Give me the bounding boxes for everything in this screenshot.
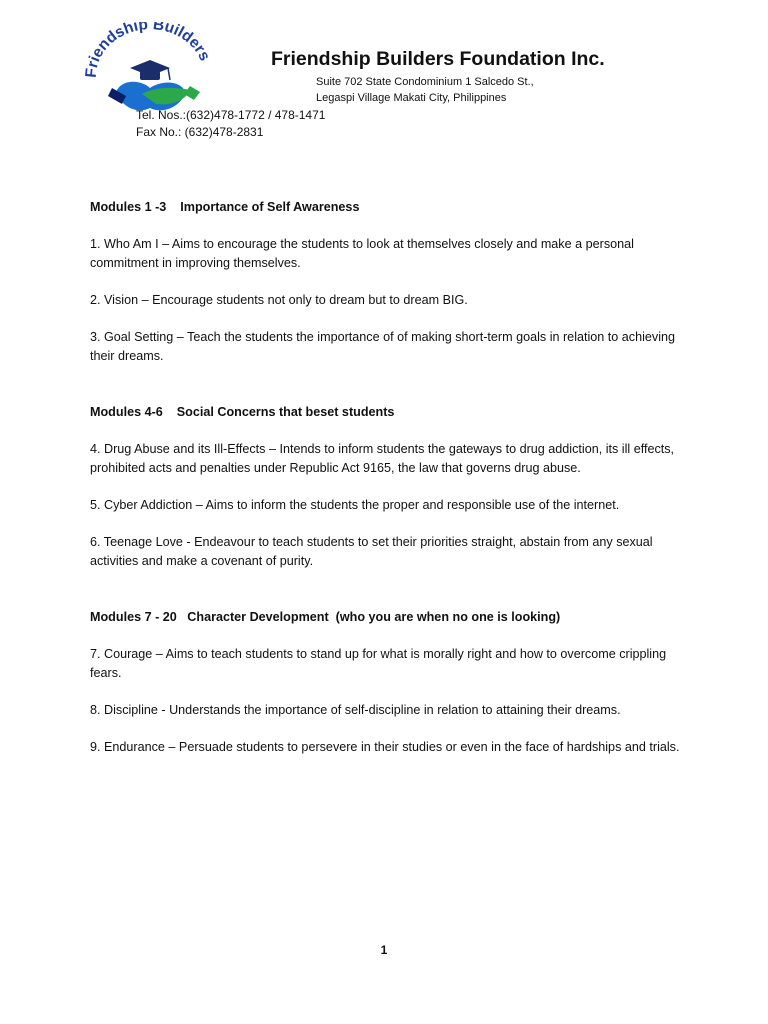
module-item: 4. Drug Abuse and its Ill-Effects – Intends to inform students the gateways to drug addiction, its ill effects, prohibited acts and penalties under Republic Act 9165, the law that governs drug abuse.: [90, 442, 675, 475]
page-number: 1: [380, 943, 388, 957]
module-item: 6. Teenage Love - Endeavour to teach students to set their priorities straight, abstain from any sexual activities and make a covenant of purity.: [90, 535, 653, 568]
fax-number: Fax No.: (632)478-2831: [136, 125, 264, 139]
logo-text: Friendship Builders: [82, 22, 214, 79]
address-line-1: Suite 702 State Condominium 1 Salcedo St.,: [316, 76, 534, 88]
module-item: 7. Courage – Aims to teach students to stand up for what is morally right and how to overcome crippling fears.: [90, 647, 667, 680]
module-item: 5. Cyber Addiction – Aims to inform the students the proper and responsible use of the internet.: [90, 498, 620, 512]
logo-graphic: [82, 22, 214, 122]
section-heading: Modules 1 -3 Importance of Self Awareness: [90, 200, 360, 214]
friendship-builders-logo: [82, 22, 214, 122]
address-line-2: Legaspi Village Makati City, Philippines: [316, 92, 507, 104]
module-item: 9. Endurance – Persuade students to persevere in their studies or even in the face of hardships and trials.: [90, 740, 680, 754]
module-item: 2. Vision – Encourage students not only to dream but to dream BIG.: [90, 293, 468, 307]
module-item: 3. Goal Setting – Teach the students the importance of of making short-term goals in relation to achieving their dreams.: [90, 330, 676, 363]
telephone-numbers: Tel. Nos.:(632)478-1772 / 478-1471: [136, 108, 326, 122]
organization-name: Friendship Builders Foundation Inc.: [271, 48, 605, 70]
section-heading: Modules 4-6 Social Concerns that beset students: [90, 405, 395, 419]
module-item: 1. Who Am I – Aims to encourage the students to look at themselves closely and make a personal commitment in improving themselves.: [90, 237, 634, 270]
module-item: 8. Discipline - Understands the importance of self-discipline in relation to attaining their dreams.: [90, 703, 621, 717]
document-body: [90, 198, 690, 775]
section-heading: Modules 7 - 20 Character Development (who you are when no one is looking): [90, 610, 561, 624]
